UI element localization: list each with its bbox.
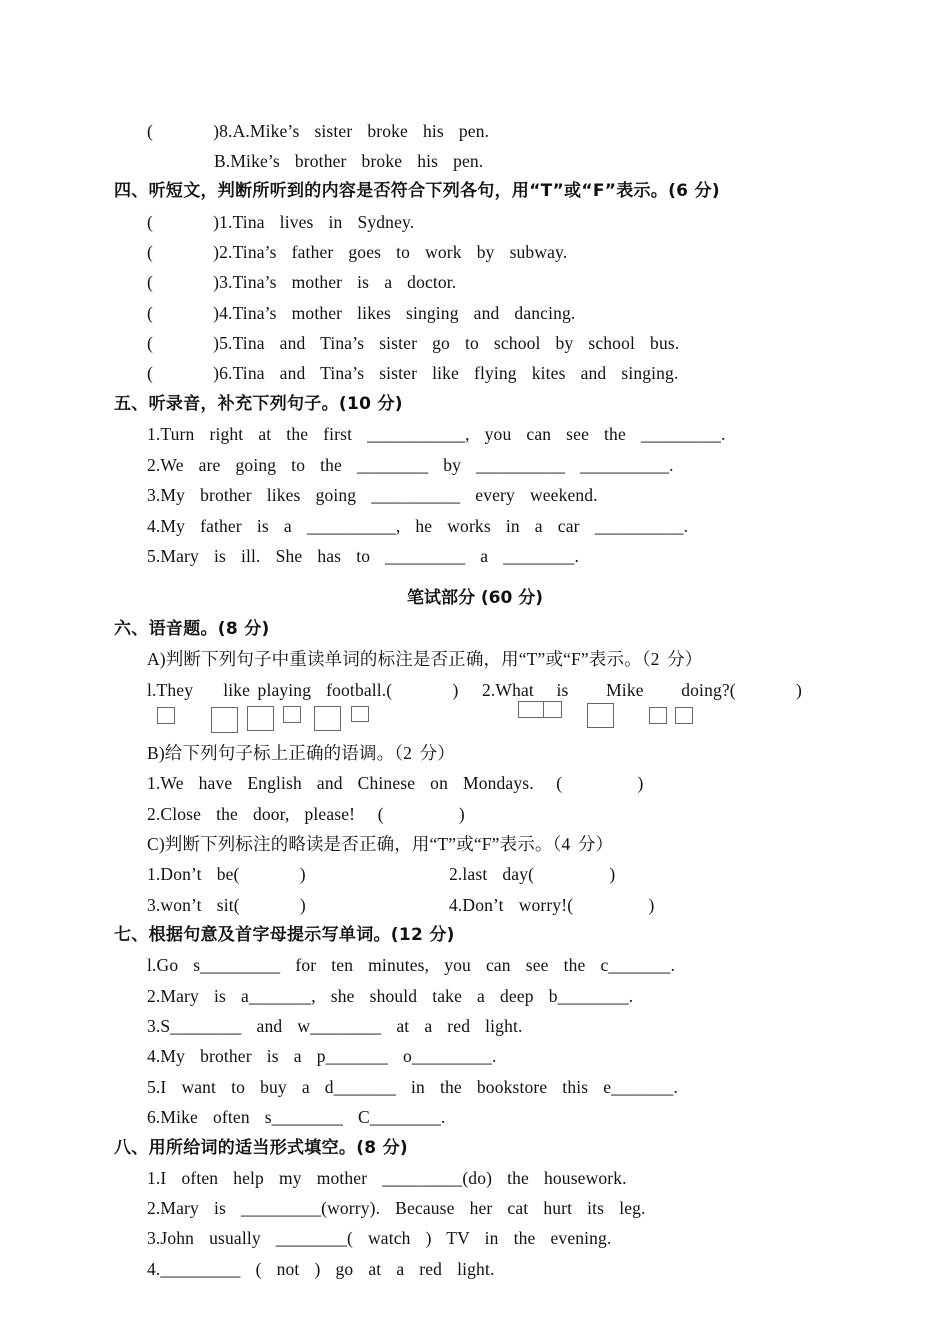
section5-title: 五、听录音，补充下列句子。(10 分) <box>114 394 403 414</box>
stress-box[interactable] <box>675 707 693 724</box>
section6-partC-item-4: 4.Don’t worry!( ) <box>449 895 655 915</box>
stress-box[interactable] <box>283 706 301 723</box>
section5-item-1: 1.Turn right at the first ___________, you can see the _________. <box>147 424 726 444</box>
stress-box[interactable] <box>157 707 175 724</box>
section4-title: 四、听短文，判断所听到的内容是否符合下列各句，用“T”或“F”表示。(6 分) <box>114 181 720 201</box>
section8-item-1: 1.I often help my mother _________(do) the housework. <box>147 1168 627 1188</box>
section6-partB-item-1: 1.We have English and Chinese on Mondays. ( ) <box>147 773 644 793</box>
section7-item-6: 6.Mike often s________ C________. <box>147 1107 446 1127</box>
stress-box[interactable] <box>543 701 562 718</box>
section4-item-6: ( )6.Tina and Tina’s sister like flying kites and singing. <box>147 363 679 383</box>
stress-box[interactable] <box>314 706 341 731</box>
section7-item-3: 3.S________ and w________ at a red light. <box>147 1016 523 1036</box>
section7-item-2: 2.Mary is a_______, she should take a deep b________. <box>147 986 634 1006</box>
section6-partA-q1: l.They like playing football.( ) <box>147 680 459 700</box>
section8-item-3: 3.John usually ________( watch ) TV in the evening. <box>147 1228 612 1248</box>
section6-partA-title: A)判断下列句子中重读单词的标注是否正确，用“T”或“F”表示。（2 分） <box>147 649 703 669</box>
stress-box[interactable] <box>518 701 544 718</box>
section6-partC-item-2: 2.last day( ) <box>449 864 616 884</box>
section4-item-3: ( )3.Tina’s mother is a doctor. <box>147 272 457 292</box>
section7-item-5: 5.I want to buy a d_______ in the bookstore this e_______. <box>147 1077 678 1097</box>
section5-item-3: 3.My brother likes going __________ every weekend. <box>147 485 598 505</box>
section8-title: 八、用所给词的适当形式填空。(8 分) <box>114 1138 408 1158</box>
section4-item-4: ( )4.Tina’s mother likes singing and dancing. <box>147 303 576 323</box>
q8-option-a: ( )8.A.Mike’s sister broke his pen. <box>147 121 490 141</box>
section7-item-1: l.Go s_________ for ten minutes, you can see the c_______. <box>147 955 676 975</box>
stress-box[interactable] <box>587 703 614 728</box>
section7-title: 七、根据句意及首字母提示写单词。(12 分) <box>114 925 455 945</box>
written-part-title: 笔试部分 (60 分) <box>406 588 544 608</box>
stress-box[interactable] <box>351 706 369 722</box>
section6-partA-q2: 2.What is Mike doing?( ) <box>482 680 802 700</box>
section5-item-4: 4.My father is a __________, he works in a car __________. <box>147 516 689 536</box>
stress-box[interactable] <box>247 706 274 731</box>
section6-partC-item-1: 1.Don’t be( ) <box>147 864 306 884</box>
section4-item-1: ( )1.Tina lives in Sydney. <box>147 212 415 232</box>
section6-partB-title: B)给下列句子标上正确的语调。（2 分） <box>147 743 455 763</box>
stress-box[interactable] <box>649 707 667 724</box>
section6-partC-item-3: 3.won’t sit( ) <box>147 895 306 915</box>
section5-item-2: 2.We are going to the ________ by __________ __________. <box>147 455 674 475</box>
section6-partC-title: C)判断下列标注的略读是否正确，用“T”或“F”表示。（4 分） <box>147 834 614 854</box>
section7-item-4: 4.My brother is a p_______ o_________. <box>147 1046 497 1066</box>
section8-item-4: 4._________ ( not ) go at a red light. <box>147 1259 495 1279</box>
section8-item-2: 2.Mary is _________(worry). Because her cat hurt its leg. <box>147 1198 646 1218</box>
q8-option-b: B.Mike’s brother broke his pen. <box>214 151 484 171</box>
section5-item-5: 5.Mary is ill. She has to _________ a ________. <box>147 546 579 566</box>
stress-box[interactable] <box>211 707 238 733</box>
section4-item-2: ( )2.Tina’s father goes to work by subway. <box>147 242 568 262</box>
section4-item-5: ( )5.Tina and Tina’s sister go to school by school bus. <box>147 333 680 353</box>
section6-partB-item-2: 2.Close the door, please! ( ) <box>147 804 465 824</box>
section6-title: 六、语音题。(8 分) <box>114 619 270 639</box>
